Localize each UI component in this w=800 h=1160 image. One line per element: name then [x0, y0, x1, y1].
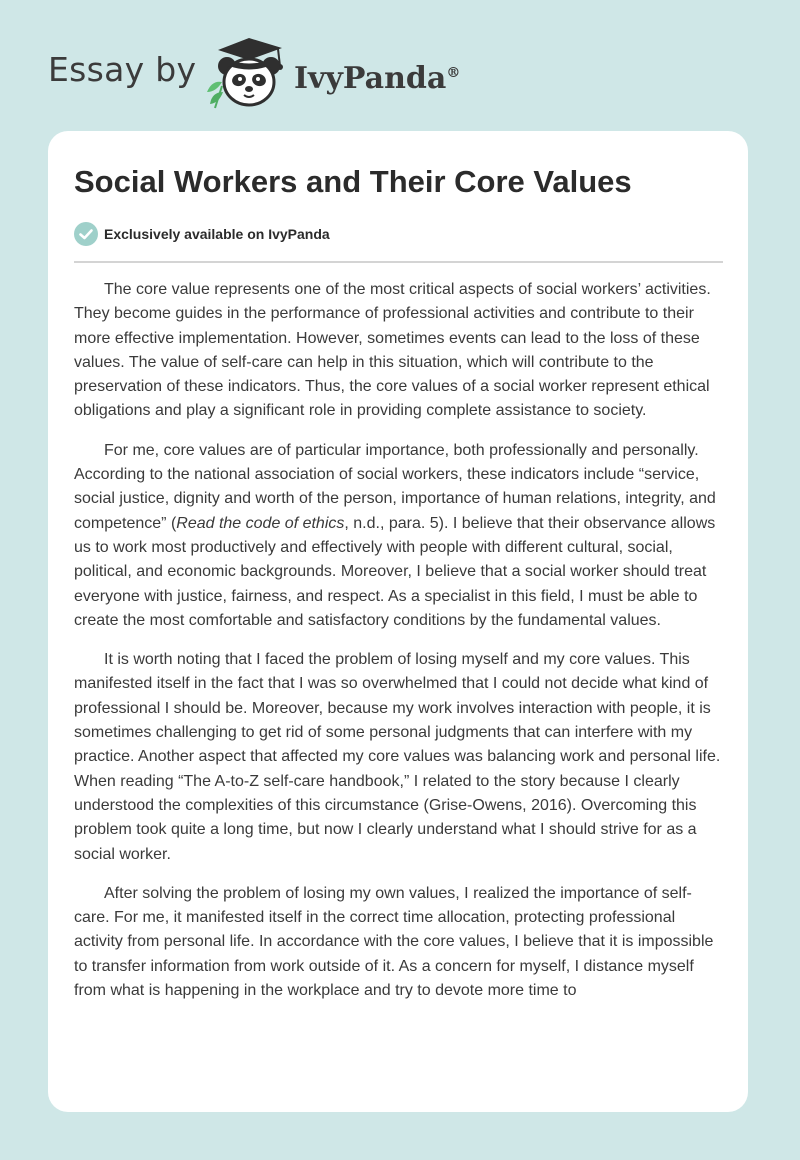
- essay-by-label: Essay by: [48, 50, 197, 89]
- brand-name[interactable]: [294, 55, 460, 97]
- essay-card: [48, 131, 748, 1112]
- paragraph-3: It is worth noting that I faced the problem of losing myself and my core values. This manifested itself in the fact that I was so overwhelmed that I could not decide what kind of professional I should be. Moreover, because my work involves interaction with people, it is sometimes challenging to get rid of some personal judgments that can interfere with my practice. Another aspect that affected my core values was balancing work and personal life. When reading “The A-to-Z self-care handbook,” I related to the story because I clearly understood the complexities of this circumstance (Grise-Owens, 2016). Overcoming this problem took quite a long time, but now I clearly understand what I should strive for as a social worker.: [74, 651, 721, 863]
- paragraph-2-text-after: , n.d., para. 5). I believe that their observance allows us to work most productively and effectively with people with different cultural, social, political, and economic backgrounds. Moreover, I believe that a social worker should treat everyone with justice, fairness, and respect. As a specialist in this field, I must be able to create the most comfortable and satisfactory conditions by the fundamental values.: [74, 514, 716, 629]
- registered-mark: ®: [446, 65, 461, 81]
- panda-graduate-icon[interactable]: [198, 34, 294, 110]
- paragraph-2-text-before: For me, core values are of particular importance, both professionally and personally. According to the national association of social workers, these indicators include “service, social justice, dignity and worth of the person, importance of human relations, integrity, and competence” (: [74, 441, 716, 532]
- site-header: [0, 0, 800, 130]
- exclusive-badge-text: Exclusively available on IvyPanda: [104, 226, 330, 242]
- exclusive-badge: [74, 221, 330, 247]
- citation-title: Read the code of ethics: [176, 514, 345, 532]
- paragraph-1: The core value represents one of the most critical aspects of social workers’ activities. They become guides in the performance of professional activities and contribute to their more effective implementation. However, sometimes events can lead to the loss of these values. The value of self-care can help in this situation, which will contribute to the preservation of these indicators. Thus, the core values of a social worker represent ethical obligations and play a significant role in providing complete assistance to society.: [74, 281, 711, 420]
- paragraph-4: After solving the problem of losing my own values, I realized the importance of self-care. For me, it manifested itself in the correct time allocation, protecting professional activity from personal life. In accordance with the core values, I believe that it is impossible to transfer information from work outside of it. As a concern for myself, I distance myself from what is happening in the workplace and try to devote more time to: [74, 884, 714, 1000]
- essay-body: [74, 278, 724, 1018]
- check-circle-icon: [74, 222, 98, 246]
- paragraph-2: [74, 439, 724, 633]
- essay-title: Social Workers and Their Core Values: [74, 164, 632, 199]
- divider: [74, 261, 723, 263]
- brand-name-text: IvyPanda: [294, 61, 447, 96]
